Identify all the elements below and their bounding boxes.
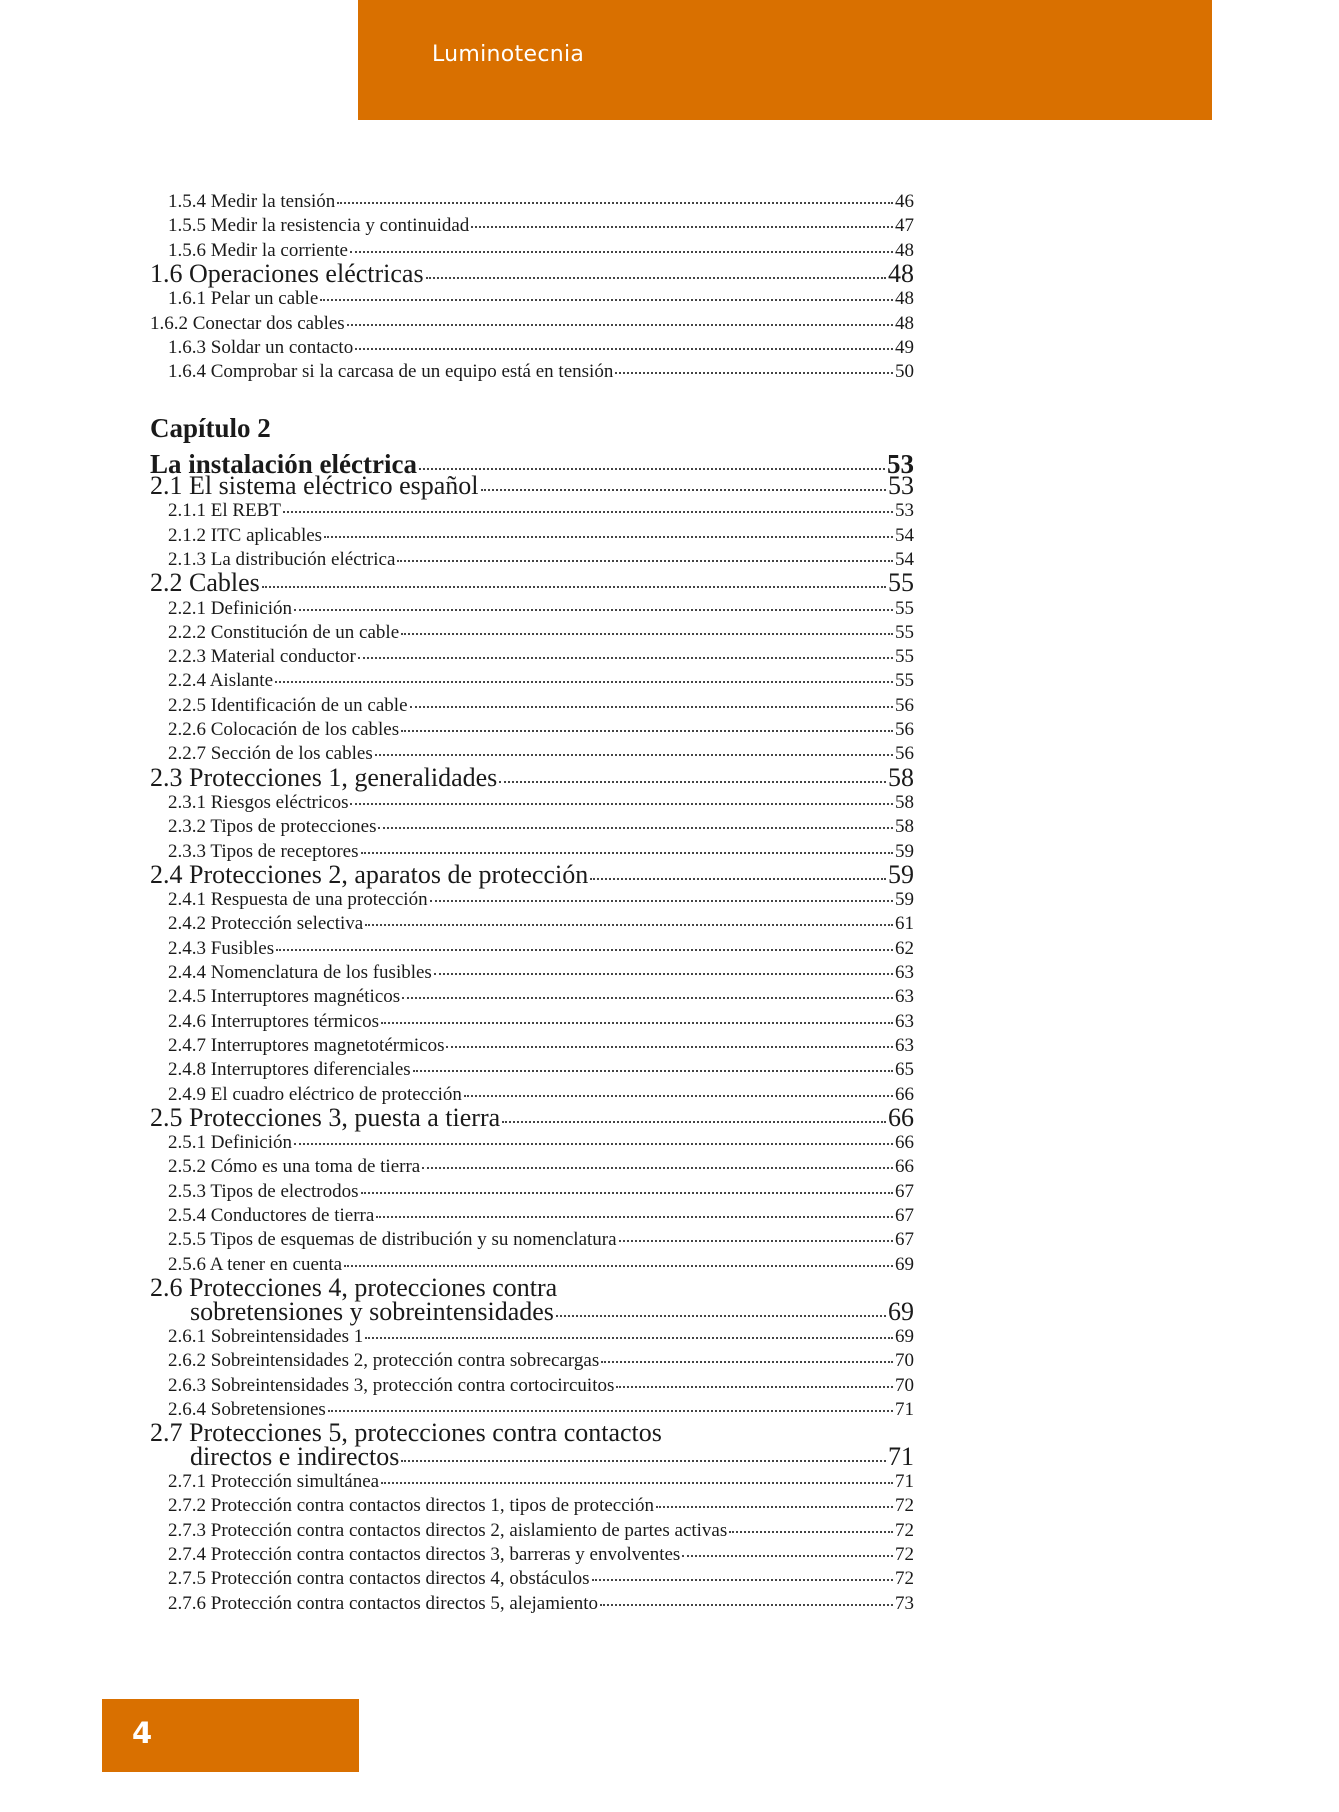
toc-entry-page: 63 <box>895 962 914 983</box>
toc-leader-dots <box>502 1121 886 1123</box>
toc-subsection-entry[interactable] <box>168 499 914 523</box>
toc-subsection-entry[interactable] <box>168 791 914 815</box>
toc-entry-text: 2.5.4 Conductores de tierra <box>168 1205 375 1226</box>
toc-entry-text: 2.4.6 Interruptores térmicos <box>168 1010 380 1032</box>
toc-entry-text: 2.2.6 Colocación de los cables <box>168 719 400 740</box>
toc-subsection-entry[interactable] <box>168 336 914 360</box>
toc-entry-text: 2.7.1 Protección simultánea <box>168 1471 380 1493</box>
book-title: Luminotecnia <box>432 42 585 67</box>
toc-entry-page: 47 <box>895 215 914 237</box>
toc-entry-page: 48 <box>895 312 914 334</box>
toc-leader-dots <box>328 1410 893 1412</box>
toc-entry-page: 59 <box>895 840 914 862</box>
toc-entry-text: 2.4.1 Respuesta de una protección <box>168 889 428 911</box>
toc-entry-text: La instalación eléctrica <box>150 449 417 479</box>
toc-entry-text: 2.3.3 Tipos de receptores <box>168 840 359 862</box>
toc-subsection-entry[interactable] <box>168 1228 914 1252</box>
toc-entry-text: 2.5 Protecciones 3, puesta a tierra <box>150 1102 501 1132</box>
toc-entry-page: 58 <box>888 762 914 792</box>
toc-leader-dots <box>615 372 893 374</box>
toc-subsection-entry[interactable] <box>168 1349 914 1373</box>
toc-leader-dots <box>361 1192 893 1194</box>
toc-entry-page: 59 <box>895 889 914 911</box>
toc-subsection-entry[interactable] <box>168 287 914 311</box>
toc-entry-text: 1.5.6 Medir la corriente <box>168 239 348 261</box>
toc-section-entry[interactable] <box>150 860 914 890</box>
toc-entry-page: 58 <box>895 791 914 813</box>
toc-leader-dots <box>401 1460 886 1462</box>
toc-section-entry-line1[interactable]: 2.7 Protecciones 5, protecciones contra contactos <box>150 1418 662 1448</box>
toc-entry-text: 2.6.1 Sobreintensidades 1 <box>168 1325 364 1347</box>
toc-leader-dots <box>320 299 893 301</box>
toc-entry-page: 46 <box>895 191 914 212</box>
toc-entry-text: 2.7.5 Protección contra contactos directos 4, obstáculos <box>168 1568 590 1590</box>
toc-entry-text: 2.4 Protecciones 2, aparatos de protección <box>150 859 589 889</box>
toc-subsection-entry[interactable] <box>168 1567 914 1591</box>
toc-subsection-entry[interactable] <box>168 888 914 912</box>
toc-subsection-entry[interactable] <box>168 718 914 742</box>
toc-entry-page: 53 <box>888 471 914 500</box>
toc-entry-page: 67 <box>895 1229 914 1251</box>
toc-section-entry[interactable] <box>150 1103 914 1133</box>
toc-leader-dots <box>401 730 893 732</box>
toc-entry-page: 48 <box>895 239 914 261</box>
toc-subsection-entry[interactable] <box>168 360 914 384</box>
toc-entry-text: 2.7.2 Protección contra contactos directos 1, tipos de protección <box>168 1495 654 1517</box>
toc-entry-page: 55 <box>888 568 914 598</box>
toc-entry-text: 2.5.2 Cómo es una toma de tierra <box>168 1156 421 1178</box>
toc-subsection-entry[interactable] <box>168 1010 914 1034</box>
toc-entry-text: 2.1.3 La distribución eléctrica <box>168 548 396 570</box>
toc-subsection-entry[interactable] <box>168 694 914 718</box>
toc-leader-dots <box>361 852 893 854</box>
toc-entry-text: 1.6.4 Comprobar si la carcasa de un equipo está en tensión <box>168 361 614 383</box>
toc-leader-dots <box>430 900 893 902</box>
toc-leader-dots <box>365 1337 893 1339</box>
toc-leader-dots <box>283 511 893 513</box>
toc-leader-dots <box>413 1070 893 1072</box>
toc-entry-text: 2.6.3 Sobreintensidades 3, protección contra cortocircuitos <box>168 1374 615 1396</box>
toc-leader-dots <box>600 1604 893 1606</box>
toc-leader-dots <box>592 1579 893 1581</box>
toc-entry-page: 69 <box>895 1253 914 1275</box>
toc-entry-page: 69 <box>888 1296 914 1326</box>
toc-subsection-entry[interactable] <box>168 669 914 693</box>
toc-subsection-entry[interactable] <box>168 645 914 669</box>
toc-subsection-entry[interactable] <box>168 1543 914 1567</box>
toc-leader-dots <box>358 657 893 659</box>
toc-entry-page: 72 <box>895 1519 914 1541</box>
toc-subsection-entry[interactable] <box>168 1204 914 1228</box>
toc-entry-text: 1.6.2 Conectar dos cables <box>150 312 345 334</box>
toc-entry-page: 63 <box>895 1010 914 1032</box>
toc-entry-page: 56 <box>895 719 914 740</box>
toc-leader-dots <box>499 781 886 783</box>
page-number: 4 <box>132 1716 153 1750</box>
toc-subsection-entry[interactable] <box>168 1519 914 1543</box>
toc-entry-page: 49 <box>895 336 914 358</box>
toc-leader-dots <box>397 560 893 562</box>
toc-entry-page: 48 <box>888 258 914 288</box>
toc-subsection-entry[interactable] <box>168 1592 914 1616</box>
toc-entry-text: 2.2.5 Identificación de un cable <box>168 694 408 716</box>
toc-subsection-entry[interactable] <box>168 597 914 621</box>
toc-entry-text: 2.4.8 Interruptores diferenciales <box>168 1059 411 1081</box>
toc-subsection-entry[interactable] <box>168 1058 914 1082</box>
toc-entry-page: 70 <box>895 1374 914 1396</box>
toc-entry-text: 2.2.4 Aislante <box>168 670 274 692</box>
toc-entry-page: 66 <box>895 1132 914 1154</box>
toc-leader-dots <box>601 1361 893 1363</box>
toc-entry-page: 71 <box>895 1398 914 1420</box>
toc-entry-page: 53 <box>895 500 914 522</box>
toc-leader-dots <box>294 609 893 611</box>
toc-leader-dots <box>350 803 893 805</box>
toc-subsection-entry[interactable] <box>168 1374 914 1398</box>
toc-section-entry[interactable] <box>150 259 914 289</box>
toc-entry-page: 58 <box>895 816 914 838</box>
toc-subsection-entry[interactable] <box>168 1180 914 1204</box>
toc-entry-text: 2.4.4 Nomenclatura de los fusibles <box>168 962 432 983</box>
toc-entry-page: 67 <box>895 1205 914 1226</box>
toc-leader-dots <box>324 536 893 538</box>
toc-subsection-entry[interactable] <box>168 961 914 985</box>
toc-entry-text: 2.4.3 Fusibles <box>168 937 275 959</box>
toc-leader-dots <box>276 949 893 951</box>
toc-entry-text: 2.2.3 Material conductor <box>168 646 356 668</box>
toc-subsection-entry[interactable] <box>168 1470 914 1494</box>
toc-entry-text: 2.4.9 El cuadro eléctrico de protección <box>168 1083 462 1105</box>
toc-entry-text: directos e indirectos <box>190 1442 400 1472</box>
toc-leader-dots <box>410 706 893 708</box>
toc-leader-dots <box>294 1143 893 1145</box>
toc-entry-text: 1.6.3 Soldar un contacto <box>168 336 354 358</box>
toc-subsection-entry[interactable] <box>150 312 914 336</box>
toc-entry-page: 67 <box>895 1180 914 1202</box>
toc-entry-text: 2.6.2 Sobreintensidades 2, protección contra sobrecargas <box>168 1350 600 1372</box>
toc-entry-text: 2.1 El sistema eléctrico español <box>150 471 479 500</box>
toc-section-entry[interactable] <box>190 1442 914 1472</box>
toc-subsection-entry[interactable] <box>168 1131 914 1155</box>
toc-subsection-entry[interactable] <box>168 985 914 1009</box>
toc-entry-text: 2.2.1 Definición <box>168 597 293 619</box>
toc-entry-page: 70 <box>895 1350 914 1372</box>
toc-subsection-entry[interactable] <box>168 214 914 238</box>
toc-entry-page: 55 <box>895 621 914 643</box>
toc-entry-page: 54 <box>895 524 914 546</box>
toc-entry-text: 1.5.4 Medir la tensión <box>168 191 336 212</box>
toc-entry-page: 59 <box>888 859 914 889</box>
toc-entry-text: 2.2.2 Constitución de un cable <box>168 621 400 643</box>
toc-entry-text: 2.4.2 Protección selectiva <box>168 913 364 935</box>
toc-entry-page: 56 <box>895 694 914 716</box>
toc-entry-page: 62 <box>895 937 914 959</box>
toc-subsection-entry[interactable] <box>168 1494 914 1518</box>
toc-entry-page: 66 <box>895 1083 914 1105</box>
toc-entry-text: 2.5.1 Definición <box>168 1132 293 1154</box>
toc-entry-text: 2.5.5 Tipos de esquemas de distribución y su nomenclatura <box>168 1229 617 1251</box>
toc-entry-page: 53 <box>887 449 914 479</box>
toc-entry-page: 56 <box>895 743 914 765</box>
toc-subsection-entry[interactable] <box>168 1034 914 1058</box>
toc-entry-page: 61 <box>895 913 914 935</box>
toc-leader-dots <box>262 586 886 588</box>
toc-leader-dots <box>401 633 893 635</box>
toc-leader-dots <box>481 489 886 491</box>
toc-subsection-entry[interactable] <box>168 912 914 936</box>
toc-entry-text: 2.2 Cables <box>150 568 260 598</box>
toc-leader-dots <box>422 1167 893 1169</box>
toc-entry-text: 2.2.7 Sección de los cables <box>168 743 373 765</box>
footer-bar <box>102 1699 359 1772</box>
toc-entry-text: 2.3.2 Tipos de protecciones <box>168 816 377 838</box>
toc-leader-dots <box>446 1046 893 1048</box>
toc-entry-page: 65 <box>895 1059 914 1081</box>
toc-leader-dots <box>381 1482 893 1484</box>
toc-entry-text: 2.6.4 Sobretensiones <box>168 1398 326 1420</box>
chapter-heading: Capítulo 2 <box>150 413 271 443</box>
toc-entry-page: 63 <box>895 986 914 1008</box>
toc-leader-dots <box>402 997 893 999</box>
toc-leader-dots <box>381 1022 893 1024</box>
toc-entry-text: 2.1.1 El REBT <box>168 500 281 522</box>
toc-entry-page: 71 <box>888 1442 914 1472</box>
toc-section-entry[interactable] <box>150 763 914 793</box>
toc-entry-page: 50 <box>895 361 914 383</box>
toc-entry-text: 2.1.2 ITC aplicables <box>168 524 323 546</box>
toc-leader-dots <box>426 277 886 279</box>
toc-entry-page: 55 <box>895 646 914 668</box>
toc-entry-text: 2.7.4 Protección contra contactos directos 3, barreras y envolventes <box>168 1544 681 1565</box>
toc-leader-dots <box>419 468 885 470</box>
toc-subsection-entry[interactable] <box>168 190 914 214</box>
toc-leader-dots <box>471 226 893 228</box>
toc-leader-dots <box>347 324 893 326</box>
toc-entry-text: 2.7.3 Protección contra contactos directos 2, aislamiento de partes activas <box>168 1519 728 1541</box>
toc-entry-page: 72 <box>895 1568 914 1590</box>
toc-leader-dots <box>464 1095 893 1097</box>
toc-entry-page: 55 <box>895 670 914 692</box>
toc-entry-text: 2.4.5 Interruptores magnéticos <box>168 986 401 1008</box>
toc-leader-dots <box>590 878 886 880</box>
toc-entry-text: 2.4.7 Interruptores magnetotérmicos <box>168 1034 445 1056</box>
toc-subsection-entry[interactable] <box>168 1325 914 1349</box>
toc-entry-page: 63 <box>895 1034 914 1056</box>
toc-entry-page: 69 <box>895 1325 914 1347</box>
toc-leader-dots <box>376 1216 893 1218</box>
toc-entry-text: 2.5.6 A tener en cuenta <box>168 1253 343 1275</box>
toc-leader-dots <box>344 1265 893 1267</box>
toc-leader-dots <box>556 1315 886 1317</box>
toc-subsection-entry[interactable] <box>168 937 914 961</box>
toc-leader-dots <box>616 1386 893 1388</box>
toc-entry-text: 2.3 Protecciones 1, generalidades <box>150 762 498 792</box>
toc-subsection-entry[interactable] <box>168 524 914 548</box>
toc-entry-page: 66 <box>895 1156 914 1178</box>
toc-section-entry[interactable] <box>150 568 914 598</box>
toc-leader-dots <box>378 827 893 829</box>
toc-leader-dots <box>275 681 893 683</box>
toc-entry-text: sobretensiones y sobreintensidades <box>190 1296 554 1326</box>
toc-leader-dots <box>355 348 893 350</box>
toc-entry-page: 54 <box>895 548 914 570</box>
toc-entry-page: 72 <box>895 1495 914 1517</box>
toc-entry-page: 72 <box>895 1544 914 1565</box>
toc-entry-text: 2.7.6 Protección contra contactos directos 5, alejamiento <box>168 1592 598 1614</box>
toc-entry-page: 73 <box>895 1592 914 1614</box>
toc-leader-dots <box>682 1555 893 1557</box>
toc-subsection-entry[interactable] <box>168 815 914 839</box>
toc-section-entry[interactable] <box>190 1297 914 1327</box>
toc-entry-text: 1.5.5 Medir la resistencia y continuidad <box>168 215 470 237</box>
toc-subsection-entry[interactable] <box>168 1155 914 1179</box>
toc-entry-page: 55 <box>895 597 914 619</box>
toc-leader-dots <box>350 251 893 253</box>
toc-leader-dots <box>375 754 893 756</box>
toc-leader-dots <box>337 202 893 204</box>
toc-entry-page: 71 <box>895 1471 914 1493</box>
toc-subsection-entry[interactable] <box>168 621 914 645</box>
toc-leader-dots <box>729 1531 893 1533</box>
toc-section-entry[interactable] <box>150 471 914 501</box>
toc-leader-dots <box>434 973 893 975</box>
toc-entry-text: 1.6 Operaciones eléctricas <box>150 258 424 288</box>
toc-entry-text: 1.6.1 Pelar un cable <box>168 288 319 310</box>
toc-section-entry-line1[interactable]: 2.6 Protecciones 4, protecciones contra <box>150 1272 558 1302</box>
toc-entry-text: 2.5.3 Tipos de electrodos <box>168 1180 359 1202</box>
toc-leader-dots <box>656 1506 893 1508</box>
toc-entry-page: 66 <box>888 1102 914 1132</box>
toc-leader-dots <box>365 924 893 926</box>
toc-entry-text: 2.3.1 Riesgos eléctricos <box>168 791 349 813</box>
toc-leader-dots <box>619 1240 893 1242</box>
toc-entry-page: 48 <box>895 288 914 310</box>
